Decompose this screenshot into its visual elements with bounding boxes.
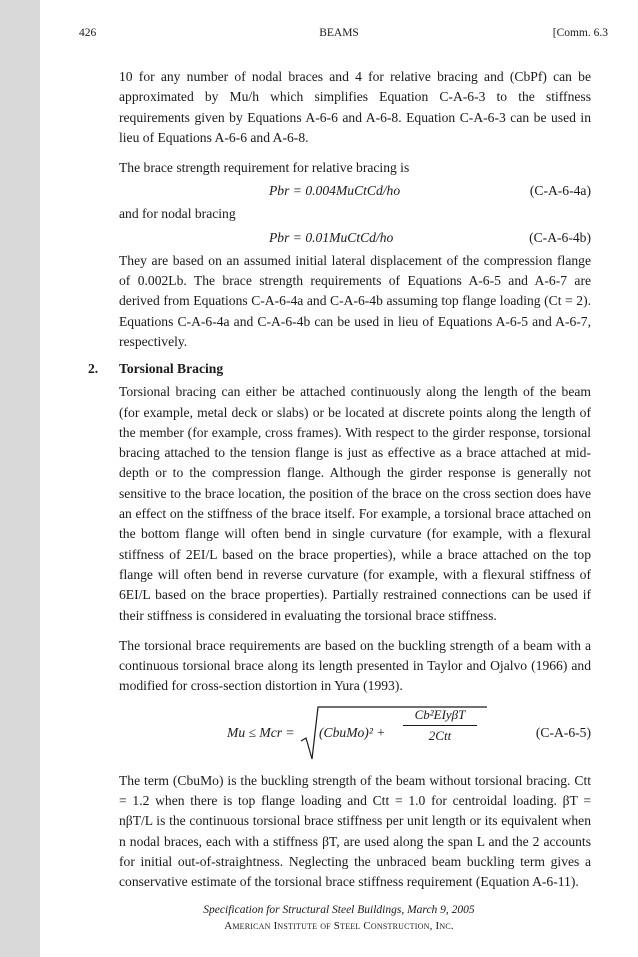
paragraph: The torsional brace requirements are based on the buckling strength of a beam with a continuous torsional brace along its length presented in Taylor and Ojalvo (1966) and modified for cross-section distortion in Yura (1993). <box>119 637 591 694</box>
footer-citation: Specification for Structural Steel Buildings, March 9, 2005 <box>203 904 475 916</box>
page-number: 426 <box>79 27 97 39</box>
document-page <box>40 0 638 957</box>
equation-c-a-6-4b <box>119 227 591 249</box>
commentary-reference: [Comm. 6.3 <box>552 27 608 39</box>
paragraph: 10 for any number of nodal braces and 4 for relative bracing and (CbPf) can be approximated by Mu/h which simplifies Equation C-A-6-3 to the stiffness requirements given by Equations A-6-6 and A-6-8. Equation C-A-6-3 can be used in lieu of Equations A-6-6 and A-6-8. <box>119 69 591 145</box>
equation-radicand: (CbuMo)² + <box>319 724 386 740</box>
equation-fraction <box>403 706 477 745</box>
equation-number: (C-A-6-4b) <box>529 229 591 245</box>
paragraph: The brace strength requirement for relative bracing is <box>119 160 410 176</box>
page-body <box>88 67 591 893</box>
equation-c-a-6-5 <box>119 703 591 765</box>
equation-c-a-6-4a <box>119 180 591 202</box>
equation-number: (C-A-6-5) <box>535 724 591 740</box>
fraction-denominator: 2Ctt <box>428 727 452 743</box>
fraction-bar <box>403 725 477 726</box>
paragraph: and for nodal bracing <box>119 206 236 222</box>
section-number: 2. <box>88 361 99 377</box>
fraction-numerator: Cb²EIyβT <box>414 706 466 722</box>
equation-formula: Pbr = 0.004MuCtCd/ho <box>269 183 401 199</box>
running-header: BEAMS <box>319 27 359 39</box>
paragraph: The term (CbuMo) is the buckling strength of the beam without torsional bracing. Ctt = 1.2 when there is top flange loading and Ctt = 1.0 for centroidal loading. βT = nβT/L is the continuous torsional brace stiffness per unit length or its equivalent when n nodal braces, each with a stiffness βT, are used along the span L and the 2 accounts for initial out-of-straightness. Neglecting the unbraced beam buckling term gives a conservative estimate of the torsional brace stiffness requirement (Equation A-6-11). <box>119 772 591 890</box>
equation-number: (C-A-6-4a) <box>529 183 591 199</box>
paragraph: Torsional bracing can either be attached continuously along the length of the beam (for example, metal deck or slabs) or be located at discrete points along the length of the member (for example, cross frames). With respect to the girder response, torsional bracing attached to the tension flange is just as effective as a brace attached at mid-depth or to the compression flange. Although the girder response is generally not sensitive to the brace location, the position of the brace on the cross section does have an effect on the stiffness of the brace itself. For example, a torsional brace attached on the bottom flange will often bend in single curvature (for example, with a flexural stiffness of 2EI/L based on the brace properties), while a brace attached on the top flange will often bend in reverse curvature (for example, with a flexural stiffness of 6EI/L based on the brace properties). Partially restrained connections can be used if their stiffness is considered in evaluating the torsional brace stiffness. <box>119 384 591 623</box>
paragraph: They are based on an assumed initial lateral displacement of the compression flange of 0.002Lb. The brace strength requirements of Equations A-6-5 and A-6-7 are derived from Equations C-A-6-4a and C-A-6-4b assuming top flange loading (Ct = 2). Equations C-A-6-4a and C-A-6-4b can be used in lieu of Equations A-6-5 and A-6-7, respectively. <box>119 252 591 349</box>
equation-formula: Pbr = 0.01MuCtCd/ho <box>269 229 394 245</box>
footer-publisher: American Institute of Steel Construction, Inc. <box>224 920 454 932</box>
left-gutter <box>0 0 40 957</box>
section-heading <box>88 358 591 380</box>
equation-lhs: Mu ≤ Mcr = <box>227 724 295 740</box>
section-title: Torsional Bracing <box>119 361 224 377</box>
